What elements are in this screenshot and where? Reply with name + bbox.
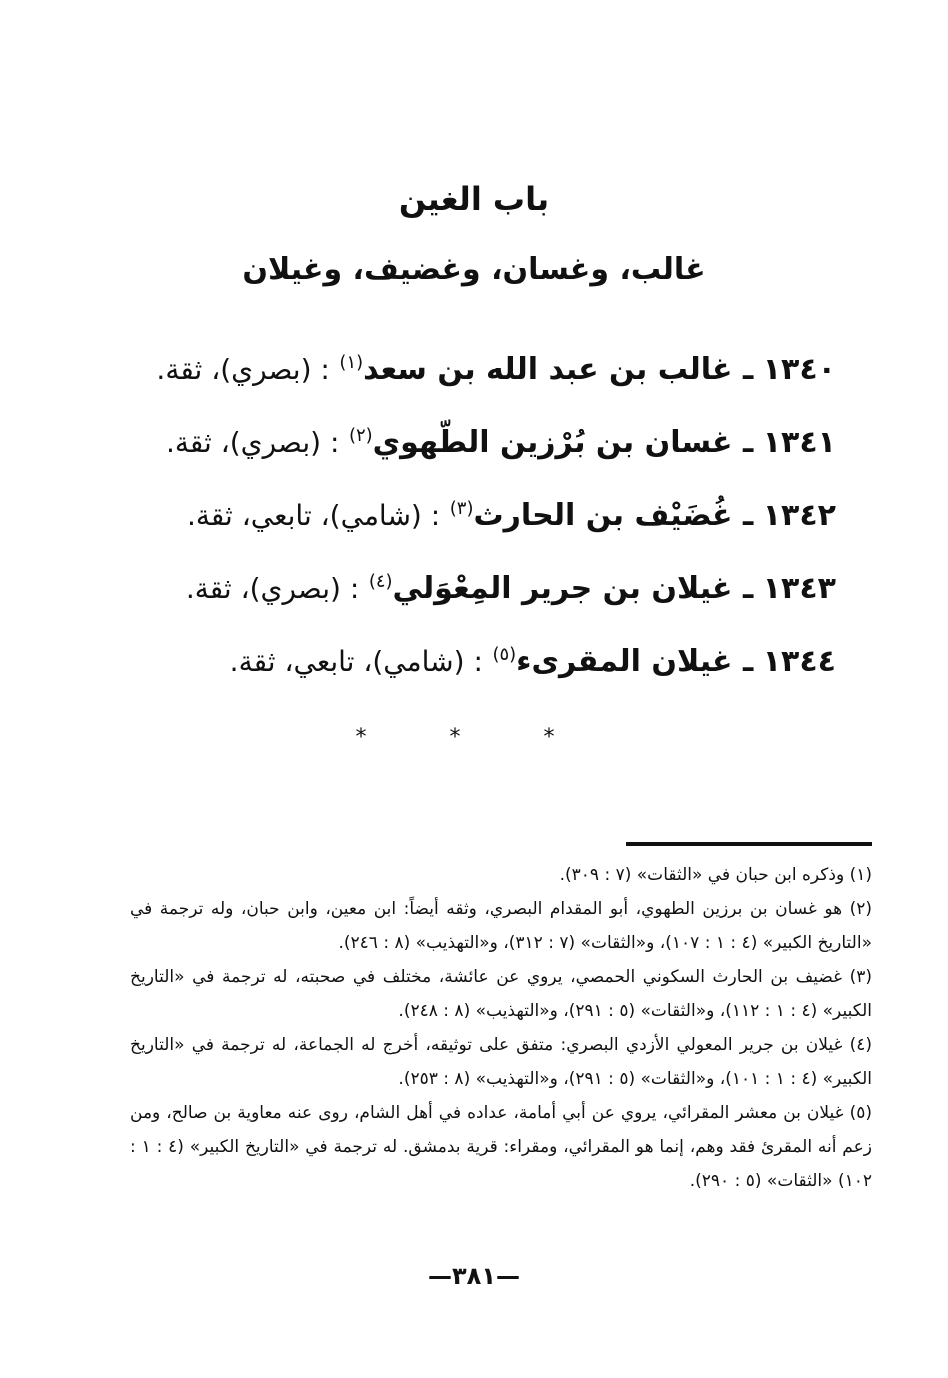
footnote-ref: ٢ [355, 425, 366, 446]
entry-name: غُضَيْف بن الحارث [473, 498, 733, 533]
entry-1344: ١٣٤٤ ـ غيلان المقرىء$^{(٥)}$ : (شامي)، تابعي، ثقة. [229, 644, 836, 679]
entry-description: : (بصري)، ثقة. [185, 572, 360, 605]
entry-number: ١٣٤٢ [762, 498, 836, 533]
entry-description: : (شامي)، تابعي، ثقة. [229, 645, 483, 678]
entry-name: غيلان بن جرير المِعْوَلي [392, 571, 733, 606]
footnote-ref: ١ [346, 352, 357, 373]
footnote-rule [626, 842, 872, 846]
entry-number: ١٣٤٣ [762, 571, 836, 606]
entry-1342: ١٣٤٢ ـ غُضَيْف بن الحارث$^{(٣)}$ : (شامي)، تابعي، ثقة. [186, 498, 836, 533]
entry-description: : (شامي)، تابعي، ثقة. [186, 499, 441, 532]
entry-description: : (بصري)، ثقة. [156, 353, 330, 386]
footnote-4: (٤) غيلان بن جرير المعولي الأزدي البصري: متفق على توثيقه، أخرج له الجماعة، له ترجمة في «التاريخ الكبير» (٤ : ١ : ١٠١)، و«الثقات» (٥ : ٢٩١)، و«التهذيب» (٨ : ٢٥٣). [130, 1035, 872, 1089]
footnote-ref: ٥ [499, 644, 510, 665]
entry-number: ١٣٤٤ [762, 644, 836, 679]
chapter-title: باب الغين [398, 180, 550, 218]
footnote-2: (٢) هو غسان بن برزين الطهوي، أبو المقدام البصري، وثقه أيضاً: ابن معين، وابن حبان، وله ترجمة في «التاريخ الكبير» (٤ : ١ : ١٠٧)، و«الثقات» (٧ : ٣١٢)، و«التهذيب» (٨ : ٢٤٦). [130, 899, 872, 953]
entry-description: : (بصري)، ثقة. [165, 426, 340, 459]
entry-number: ١٣٤١ [762, 425, 836, 460]
footnote-ref: ٤ [375, 571, 386, 592]
footnote-5: (٥) غيلان بن معشر المقرائي، يروي عن أبي أمامة، عداده في أهل الشام، روى عنه معاوية بن صالح، ومن زعم أنه المقرئ فقد وهم، إنما هو المقرائي، ومقراء: قرية بدمشق. له ترجمة في «التاريخ الكبير» (٤ : ١ : ١٠٢) «الثقات» (٥ : ٢٩٠). [130, 1103, 872, 1191]
footnote-3: (٣) غضيف بن الحارث السكوني الحمصي، يروي عن عائشة، مختلف في صحبته، له ترجمة في «التاريخ الكبير» (٤ : ١ : ١١٢)، و«الثقات» (٥ : ٢٩١)، و«التهذيب» (٨ : ٢٤٨). [130, 967, 872, 1021]
entry-name: غسان بن بُرْزين الطّهوي [372, 425, 733, 460]
footnote-1: (١) وذكره ابن حبان في «الثقات» (٧ : ٣٠٩). [559, 865, 872, 885]
footnote-ref: ٣ [456, 498, 467, 519]
section-title: غالب، وغسان، وغضيف، وغيلان [242, 252, 706, 287]
entry-number: ١٣٤٠ [762, 352, 836, 387]
entry-name: غالب بن عبد الله بن سعد [363, 352, 733, 387]
page-number: —٣٨١— [428, 1262, 520, 1290]
entry-1343: ١٣٤٣ ـ غيلان بن جرير المِعْوَلي$^{(٤)}$ : (بصري)، ثقة. [185, 571, 836, 606]
entries-list [150, 340, 836, 705]
entry-1340: ١٣٤٠ ـ غالب بن عبد الله بن سعد$^{(١)}$ : (بصري)، ثقة. [156, 352, 836, 387]
entry-1341: ١٣٤١ ـ غسان بن بُرْزين الطّهوي$^{(٢)}$ : (بصري)، ثقة. [165, 425, 836, 460]
footnotes [130, 858, 872, 1198]
section-separator: * * * [355, 725, 593, 750]
entry-name: غيلان المقرىء [516, 644, 733, 679]
